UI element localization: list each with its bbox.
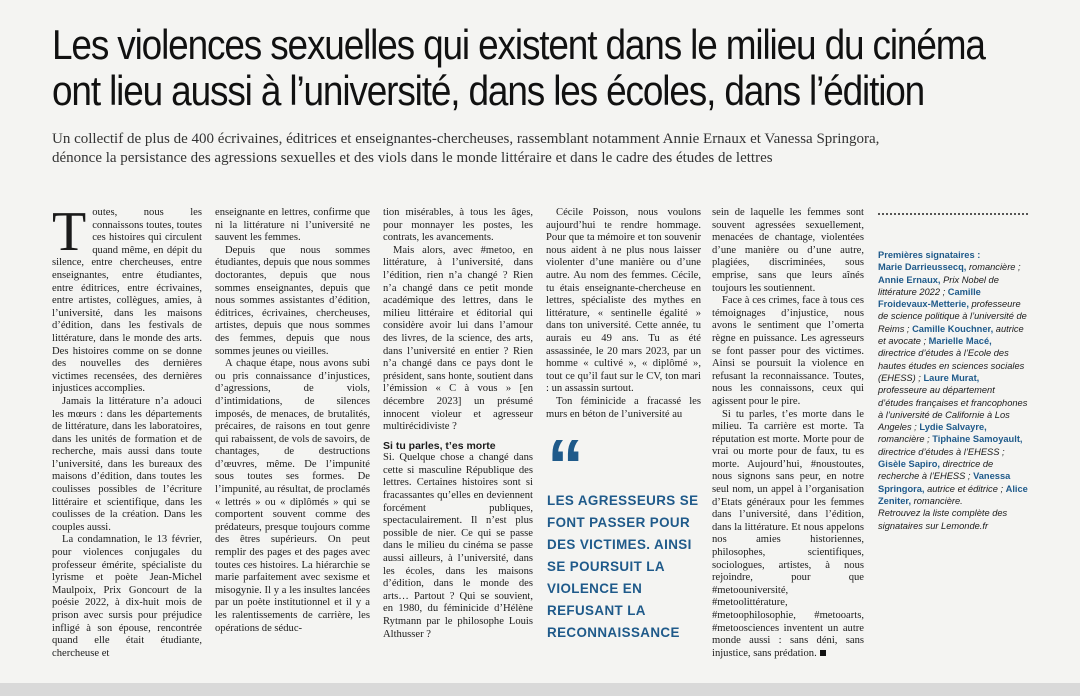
- body-paragraph: Si. Quelque chose a changé dans cette si masculine République des lettres. Certaines histoires sont si fracassantes qu’elles en deviennent forcément publiques, spectaculairement. Il n’est plus possible de nier. Ce qui se passe dans le milieu du cinéma se passe aussi ailleurs, à l’université, dans les écoles, dans les maisons d’édition, dans le monde des arts… Partout ? Qui se souvient, en 1980, du féminicide d’Hélène Rytmann par le philosophe Louis Althusser ?: [383, 452, 533, 640]
- signatory-name: Lydie Salvayre,: [919, 422, 987, 433]
- signatories-title: Premières signataires :: [878, 250, 981, 260]
- signatory-name: Camille Kouchner,: [912, 323, 996, 334]
- body-column-1: [52, 201, 202, 660]
- signatory-name: Gisèle Sapiro,: [878, 459, 943, 470]
- body-column-5: [712, 207, 864, 660]
- body-paragraph: Ton féminicide a fracassé les murs en béton de l’université au: [546, 395, 701, 420]
- body-paragraph: A chaque étape, nous avons subi ou pris connaissance d’injustices, d’agressions, de viols, d’intimidations, de silences imposés, de menaces, de brutalités, précaires, de raisons en tout genre qui rabaissent, de vols de savoirs, de chantages, de destructions d’œuvres, même. De l’impunité sous toutes ses formes. De l’impunité, au résultat, de proclamés « lettrés » ou « diplômés » qui se comportent souvent comme des prédateurs, presque toujours comme des êtres supérieurs. On peut remplir des pages et des pages avec toutes ces histoires. La hiérarchie se marie parfaitement avec sexisme et misogynie. Il y a les insultes lancées par un poète institutionnel et il y a les ralentissements de carrière, les opérations de séduc-: [215, 358, 370, 634]
- pull-quote-text: LES AGRESSEURS SE FONT PASSER POUR DES VICTIMES. AINSI SE POURSUIT LA VIOLENCE EN REFUSANT LA RECONNAISSANCE: [547, 493, 699, 640]
- article-deck: Un collectif de plus de 400 écrivaines, éditrices et enseignantes-chercheuses, rassemblant notamment Annie Ernaux et Vanessa Springora, dénonce la persistance des agressions sexuelles et des viols dans le monde littéraire et dans le cadre des études de lettres: [52, 131, 880, 166]
- signatory-role: romancière.: [913, 495, 963, 506]
- body-column-3: [383, 207, 533, 641]
- body-paragraph: Si tu parles, t’es morte dans le milieu. Ta carrière est morte. Ta réputation est morte. Morte pour de vrai ou morte pour de faux, tu es morte. Aujourd’hui, #noustoutes, nous signons sans peur, en notre seul nom, un appel à l’organisation d’Etats généraux pour les femmes dans l’université, dans l’édition, dans la littérature. Et nous appelons nos amies historiennes, philosophes, scientifiques, sociologues, artistes, à nous rejoindre, pour que #metoouniversité, #metoolittérature, #metoophilosophie, #metooarts, #metoosciences inventent un autre monde aussi : sans déni, sans injustice, sans prédation.: [712, 408, 864, 659]
- signatory-role: autrice et avocate ;: [878, 323, 1024, 347]
- body-paragraph: Mais alors, avec #metoo, en littérature, à l’université, dans l’édition, rien n’a changé ? Rien n’a changé dans ce petit monde académique des lettres, dans le milieu littéraire et éditorial qui considère avoir lui dans l’amour des livres, de la science, des arts, dans l’université en entier ? Rien n’a changé dans ce pays dont le président, sans honte, soutient dans l’émission « C à vous » [en décembre 2023] un présumé innocent violeur et agresseur multirécidiviste ?: [383, 244, 533, 433]
- body-paragraph: Face à ces crimes, face à tous ces témoignages d’injustice, nous avons le sentiment que l’omerta règne en puissance. Les agresseurs se font passer pour des victimes. Ainsi se poursuit la violence en refusant la reconnaissance. Toutes, nous les connaissons, ceux qui agissent pour le pire.: [712, 295, 864, 407]
- body-column-4: [546, 207, 701, 421]
- signatories-note: Retrouvez la liste complète des signataires sur Lemonde.fr: [878, 508, 1008, 531]
- sidebar-divider: [878, 213, 1028, 215]
- signatory-role: autrice et éditrice ;: [927, 483, 1006, 494]
- body-paragraph: Depuis que nous sommes étudiantes, depuis que nous sommes doctorantes, depuis que nous sommes enseignantes, depuis que nous sommes assistantes d’édition, éditrices, écrivaines, chercheuses, artistes, depuis que nous sommes des femmes, depuis que nous sommes jeunes ou vieilles.: [215, 244, 370, 357]
- signatories-list: [878, 261, 1028, 507]
- body-paragraph: sein de laquelle les femmes sont souvent agressées sexuellement, menacées de chantage, violentées d’une manière ou d’une autre, plagiées, discriminées, sous emprise, sans que leurs aînés toujours les soutiennent.: [712, 207, 864, 294]
- dropcap: T: [52, 201, 87, 263]
- end-mark-icon: [820, 650, 826, 656]
- signatory-name: Annie Ernaux,: [878, 274, 944, 285]
- body-paragraph: tion misérables, à tous les âges, pour monnayer les postes, les contrats, les avancements.: [383, 207, 533, 244]
- signatory-role: directrice de recherche à l’EHESS ;: [878, 459, 994, 482]
- body-paragraph: Cécile Poisson, nous voulons aujourd’hui te rendre hommage. Pour que ta mémoire et ton souvenir nous aident à ne plus nous laisser violenter d’une manière ou d’une autre. Au nom des femmes. Cécile, tu étais enseignante-chercheuse en lettres, spécialiste des mythes en littérature, « sentinelle égalité » dans ton université. Cette année, tu aurais eu 49 ans. Tu as été assassinée, le 20 mars 2023, par un homme « cultivé », « diplômé », tout ce qu’il faut sur le CV, ton mari : un assassin surtout.: [546, 207, 701, 395]
- signatory-role: professeure au département d’études françaises et francophones à l’université de Californie à Los Angeles ;: [878, 385, 1028, 433]
- headline-line-1: Les violences sexuelles qui existent dans le milieu du cinéma: [52, 21, 985, 68]
- signatories-box: [878, 213, 1028, 532]
- pull-quote: [547, 424, 704, 644]
- signatory-name: Marielle Macé,: [928, 336, 992, 347]
- signatory-role: directrice d’études à l’Ecole des hautes études en sciences sociales (EHESS) ;: [878, 348, 1025, 383]
- body-paragraph: Toutes, nous les connaissons toutes, toutes ces histoires qui circulent quand même, en dépit du silence, entre chercheuses, entre enseignantes, entre étudiantes, entre éditrices, entre écrivaines, entre artistes, collègues, amies, à l’université, dans les maisons d’édition, dans les festivals de littérature, dans le monde des arts. Des histoires comme on se donne des nouvelles des dernières victimes recensées, des dernières injustices accomplies.: [52, 201, 202, 395]
- bottom-bar: [0, 683, 1080, 696]
- signatory-role: romancière ;: [878, 434, 933, 445]
- section-subhead: Si tu parles, t’es morte: [383, 439, 496, 452]
- signatory-role: romancière ;: [968, 262, 1021, 273]
- body-paragraph: La condamnation, le 13 février, pour violences conjugales du professeur émérite, spécialiste du lyrisme et poète Jean-Michel Maulpoix, Prix Goncourt de la poésie 2022, à dix-huit mois de prison avec sursis pour préjudice infligé à son épouse, rencontrée quand elle était étudiante, chercheuse et: [52, 534, 202, 659]
- body-paragraph: Jamais la littérature n’a adouci les mœurs : dans les départements de littérature, dans les laboratoires, dans les unités de formation et de recherche, mais aussi dans toute l’université, dans les bureaux des maisons d’édition, dans toutes les coulisses possibles de l’écriture littéraire et scientifique, dans les coulisses de la création. Dans les couples aussi.: [52, 395, 202, 533]
- signatory-role: directrice d’études à l’EHESS ;: [878, 446, 1005, 457]
- signatory-role: professeure de science politique à l’université de Reims ;: [878, 299, 1027, 334]
- body-paragraph: enseignante en lettres, confirme que ni la littérature ni l’université ne sauvent les femmes.: [215, 207, 370, 244]
- headline-line-2: ont lieu aussi à l’université, dans les écoles, dans l’édition: [52, 67, 925, 114]
- quote-mark-icon: “: [547, 424, 584, 507]
- signatory-name: Vanessa Springora,: [878, 471, 1011, 494]
- signatory-name: Laure Murat,: [923, 372, 980, 383]
- signatory-name: Marie Darrieussecq,: [878, 262, 969, 273]
- signatory-name: Alice Zeniter,: [878, 483, 1028, 506]
- signatory-name: Camille Froidevaux-Metterie,: [878, 286, 981, 310]
- headline: [52, 21, 985, 114]
- body-column-2: [215, 207, 370, 635]
- signatory-entry: [878, 262, 1021, 272]
- signatory-name: Tiphaine Samoyault,: [932, 434, 1023, 445]
- signatory-role: Prix Nobel de littérature 2022 ;: [878, 274, 999, 297]
